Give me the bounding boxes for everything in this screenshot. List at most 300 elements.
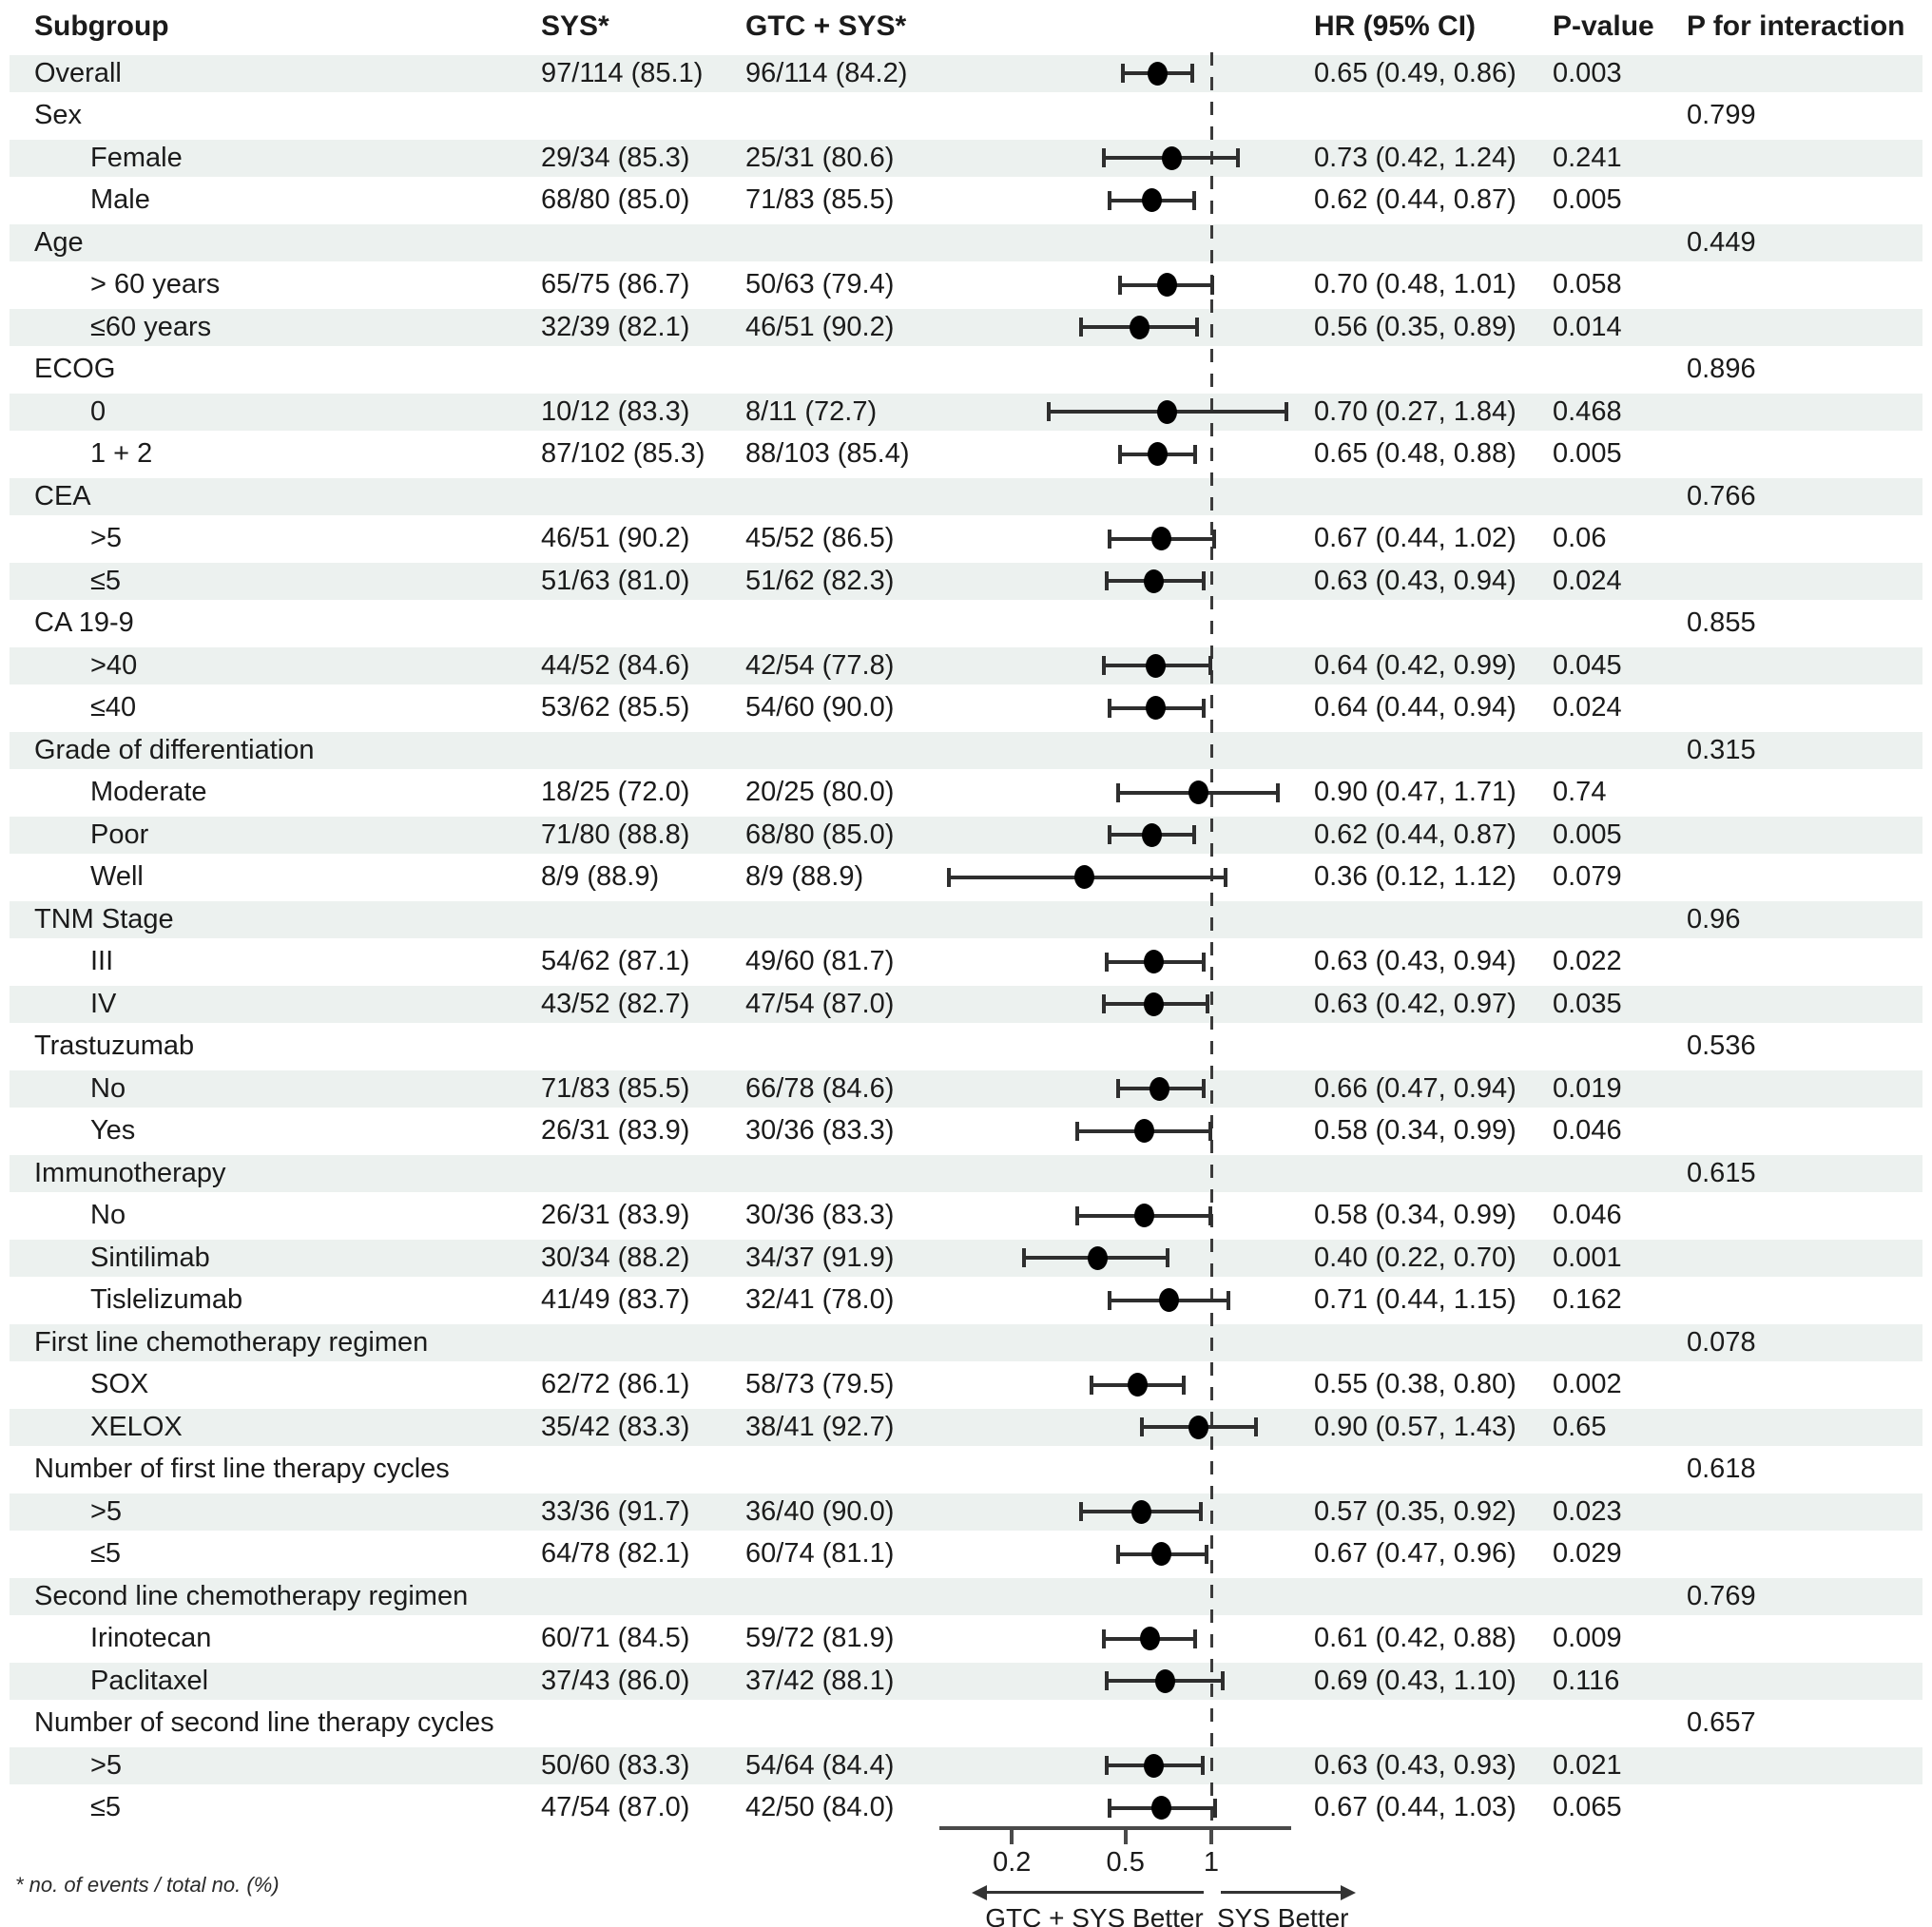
sys-value: 32/39 (82.1) xyxy=(541,311,690,342)
subgroup-label: Paclitaxel xyxy=(90,1665,209,1696)
table-row xyxy=(0,1068,1932,1110)
p-interaction-value: 0.449 xyxy=(1687,226,1756,258)
p-value: 0.009 xyxy=(1553,1623,1622,1654)
arrow-left-label: GTC + SYS Better xyxy=(985,1903,1204,1927)
subgroup-label: Age xyxy=(34,226,84,258)
subgroup-cell xyxy=(0,1364,541,1407)
hr-ci-value: 0.90 (0.57, 1.43) xyxy=(1314,1411,1517,1442)
p-value: 0.005 xyxy=(1553,438,1622,470)
plot-cell xyxy=(941,434,1306,476)
subgroup-label: ≤5 xyxy=(90,1538,122,1570)
hr-ci-value xyxy=(1306,349,1545,392)
hr-ci-value: 0.57 (0.35, 0.92) xyxy=(1314,1495,1517,1527)
hr-ci-value: 0.67 (0.44, 1.03) xyxy=(1314,1792,1517,1823)
sys-value: 8/9 (88.9) xyxy=(541,861,660,893)
p-interaction-value xyxy=(1679,1068,1932,1110)
gtc-sys-value xyxy=(745,95,941,138)
p-value: 0.065 xyxy=(1553,1792,1622,1823)
table-row xyxy=(0,1110,1932,1153)
p-interaction-value: 0.766 xyxy=(1687,480,1756,511)
subgroup-label: Trastuzumab xyxy=(34,1031,195,1062)
gtc-sys-value xyxy=(745,729,941,772)
p-value: 0.022 xyxy=(1553,946,1622,977)
plot-cell xyxy=(941,137,1306,180)
gtc-sys-value xyxy=(745,1152,941,1195)
gtc-sys-value: 8/11 (72.7) xyxy=(745,395,878,427)
p-interaction-value: 0.315 xyxy=(1687,734,1756,765)
gtc-sys-value: 59/72 (81.9) xyxy=(745,1623,895,1654)
plot-cell xyxy=(941,603,1306,646)
subgroup-label: CEA xyxy=(34,480,91,511)
plot-cell xyxy=(941,983,1306,1026)
table-row xyxy=(0,1660,1932,1703)
p-value: 0.241 xyxy=(1553,142,1622,173)
table-row xyxy=(0,434,1932,476)
p-interaction-value xyxy=(1679,1406,1932,1449)
p-value: 0.116 xyxy=(1553,1665,1620,1696)
p-interaction-value xyxy=(1679,1618,1932,1661)
gtc-sys-value: 38/41 (92.7) xyxy=(745,1411,895,1442)
header-sys: SYS* xyxy=(541,10,609,42)
table-row xyxy=(0,1237,1932,1280)
table-row xyxy=(0,1491,1932,1533)
subgroup-cell xyxy=(0,772,541,815)
plot-cell xyxy=(941,1110,1306,1153)
arrow-left-head xyxy=(972,1885,987,1900)
subgroup-label: Male xyxy=(90,184,150,216)
p-value: 0.74 xyxy=(1553,777,1607,808)
plot-cell xyxy=(941,180,1306,222)
subgroup-label: Grade of differentiation xyxy=(34,734,315,765)
sys-value: 60/71 (84.5) xyxy=(541,1623,690,1654)
plot-cell xyxy=(941,1026,1306,1069)
gtc-sys-value: 49/60 (81.7) xyxy=(745,946,895,977)
p-interaction-value: 0.618 xyxy=(1687,1454,1756,1485)
gtc-sys-value: 54/64 (84.4) xyxy=(745,1749,895,1781)
subgroup-cell xyxy=(0,1152,541,1195)
p-value: 0.019 xyxy=(1553,1072,1622,1104)
plot-cell xyxy=(941,349,1306,392)
gtc-sys-value xyxy=(745,603,941,646)
hr-ci-value: 0.63 (0.43, 0.94) xyxy=(1314,565,1517,596)
sys-value xyxy=(541,222,745,264)
subgroup-cell xyxy=(0,1280,541,1322)
gtc-sys-value xyxy=(745,475,941,518)
p-value: 0.046 xyxy=(1553,1200,1622,1231)
hr-ci-value: 0.56 (0.35, 0.89) xyxy=(1314,311,1517,342)
subgroup-label: Tislelizumab xyxy=(90,1284,243,1316)
subgroup-cell xyxy=(0,1575,541,1618)
p-interaction-value xyxy=(1679,983,1932,1026)
sys-value: 62/72 (86.1) xyxy=(541,1369,690,1400)
sys-value xyxy=(541,1026,745,1069)
plot-cell xyxy=(941,306,1306,349)
sys-value: 26/31 (83.9) xyxy=(541,1115,690,1147)
table-body xyxy=(0,52,1932,1829)
sys-value: 18/25 (72.0) xyxy=(541,777,690,808)
subgroup-cell xyxy=(0,1787,541,1830)
subgroup-cell xyxy=(0,560,541,603)
header-subgroup: Subgroup xyxy=(34,10,169,42)
plot-cell xyxy=(941,518,1306,561)
plot-cell xyxy=(941,52,1306,95)
table-row xyxy=(0,1280,1932,1322)
subgroup-cell xyxy=(0,137,541,180)
gtc-sys-value: 60/74 (81.1) xyxy=(745,1538,895,1570)
p-value xyxy=(1545,222,1679,264)
p-interaction-value xyxy=(1679,391,1932,434)
table-header xyxy=(0,0,1932,52)
sys-value: 41/49 (83.7) xyxy=(541,1284,690,1316)
table-row xyxy=(0,983,1932,1026)
p-interaction-value: 0.896 xyxy=(1687,354,1756,385)
plot-cell xyxy=(941,687,1306,730)
subgroup-cell xyxy=(0,391,541,434)
subgroup-cell xyxy=(0,941,541,984)
gtc-sys-value: 8/9 (88.9) xyxy=(745,861,864,893)
hr-ci-value: 0.70 (0.48, 1.01) xyxy=(1314,269,1517,300)
subgroup-label: 1 + 2 xyxy=(90,438,153,470)
plot-cell xyxy=(941,1152,1306,1195)
sys-value: 50/60 (83.3) xyxy=(541,1749,690,1781)
subgroup-cell xyxy=(0,180,541,222)
subgroup-label: No xyxy=(90,1072,126,1104)
p-interaction-value xyxy=(1679,645,1932,687)
subgroup-cell xyxy=(0,264,541,307)
subgroup-label: ≤40 xyxy=(90,692,137,723)
sys-value xyxy=(541,729,745,772)
subgroup-label: III xyxy=(90,946,114,977)
hr-ci-value xyxy=(1306,1449,1545,1492)
table-row xyxy=(0,264,1932,307)
subgroup-label: Moderate xyxy=(90,777,207,808)
sys-value: 26/31 (83.9) xyxy=(541,1200,690,1231)
p-value xyxy=(1545,1152,1679,1195)
subgroup-cell xyxy=(0,857,541,899)
sys-value xyxy=(541,898,745,941)
plot-cell xyxy=(941,1703,1306,1745)
subgroup-cell xyxy=(0,1321,541,1364)
table-row xyxy=(0,772,1932,815)
sys-value xyxy=(541,603,745,646)
hr-ci-value xyxy=(1306,222,1545,264)
table-row xyxy=(0,1321,1932,1364)
p-value xyxy=(1545,1575,1679,1618)
subgroup-cell xyxy=(0,1449,541,1492)
subgroup-cell xyxy=(0,1491,541,1533)
hr-ci-value: 0.73 (0.42, 1.24) xyxy=(1314,142,1517,173)
p-interaction-value xyxy=(1679,1364,1932,1407)
header-p-interaction: P for interaction xyxy=(1687,10,1905,42)
plot-cell xyxy=(941,1744,1306,1787)
table-row xyxy=(0,729,1932,772)
sys-value: 65/75 (86.7) xyxy=(541,269,690,300)
subgroup-cell xyxy=(0,898,541,941)
hr-ci-value: 0.58 (0.34, 0.99) xyxy=(1314,1200,1517,1231)
hr-ci-value: 0.70 (0.27, 1.84) xyxy=(1314,395,1517,427)
table-row xyxy=(0,1703,1932,1745)
subgroup-cell xyxy=(0,729,541,772)
p-value xyxy=(1545,1026,1679,1069)
p-interaction-value: 0.078 xyxy=(1687,1326,1756,1358)
hr-ci-value xyxy=(1306,729,1545,772)
sys-value: 10/12 (83.3) xyxy=(541,395,690,427)
p-value xyxy=(1545,1321,1679,1364)
table-row xyxy=(0,560,1932,603)
gtc-sys-value: 47/54 (87.0) xyxy=(745,988,895,1019)
subgroup-cell xyxy=(0,475,541,518)
hr-ci-value: 0.67 (0.44, 1.02) xyxy=(1314,523,1517,554)
p-value: 0.079 xyxy=(1553,861,1622,893)
subgroup-cell xyxy=(0,983,541,1026)
subgroup-label: ≤5 xyxy=(90,1792,122,1823)
subgroup-cell xyxy=(0,95,541,138)
gtc-sys-value: 20/25 (80.0) xyxy=(745,777,895,808)
hr-ci-value xyxy=(1306,1152,1545,1195)
table-row xyxy=(0,52,1932,95)
subgroup-label: Number of first line therapy cycles xyxy=(34,1454,450,1485)
p-interaction-value xyxy=(1679,772,1932,815)
table-row xyxy=(0,645,1932,687)
table-row xyxy=(0,687,1932,730)
subgroup-cell xyxy=(0,1110,541,1153)
hr-ci-value: 0.58 (0.34, 0.99) xyxy=(1314,1115,1517,1147)
table-row xyxy=(0,1575,1932,1618)
p-interaction-value xyxy=(1679,1237,1932,1280)
subgroup-cell xyxy=(0,603,541,646)
p-value: 0.002 xyxy=(1553,1369,1622,1400)
plot-cell xyxy=(941,729,1306,772)
table-row xyxy=(0,1618,1932,1661)
p-value: 0.046 xyxy=(1553,1115,1622,1147)
p-value xyxy=(1545,95,1679,138)
arrow-right-line xyxy=(1221,1891,1341,1894)
subgroup-label: First line chemotherapy regimen xyxy=(34,1326,429,1358)
hr-ci-value: 0.65 (0.48, 0.88) xyxy=(1314,438,1517,470)
gtc-sys-value: 30/36 (83.3) xyxy=(745,1200,895,1231)
p-value xyxy=(1545,729,1679,772)
subgroup-label: >40 xyxy=(90,649,138,681)
subgroup-cell xyxy=(0,222,541,264)
sys-value: 68/80 (85.0) xyxy=(541,184,690,216)
gtc-sys-value: 66/78 (84.6) xyxy=(745,1072,895,1104)
sys-value: 71/80 (88.8) xyxy=(541,819,690,850)
p-interaction-value xyxy=(1679,857,1932,899)
subgroup-label: Overall xyxy=(34,57,122,88)
subgroup-cell xyxy=(0,434,541,476)
plot-cell xyxy=(941,1321,1306,1364)
plot-cell xyxy=(941,222,1306,264)
table-row xyxy=(0,391,1932,434)
p-value: 0.162 xyxy=(1553,1284,1622,1316)
gtc-sys-value: 37/42 (88.1) xyxy=(745,1665,895,1696)
subgroup-cell xyxy=(0,1237,541,1280)
plot-cell xyxy=(941,941,1306,984)
hr-ci-value xyxy=(1306,1575,1545,1618)
subgroup-label: Sintilimab xyxy=(90,1242,210,1273)
plot-cell xyxy=(941,1660,1306,1703)
hr-ci-value: 0.65 (0.49, 0.86) xyxy=(1314,57,1517,88)
p-value: 0.024 xyxy=(1553,692,1622,723)
gtc-sys-value: 54/60 (90.0) xyxy=(745,692,895,723)
gtc-sys-value: 45/52 (86.5) xyxy=(745,523,895,554)
gtc-sys-value: 36/40 (90.0) xyxy=(745,1495,895,1527)
p-interaction-value xyxy=(1679,180,1932,222)
p-interaction-value xyxy=(1679,1195,1932,1238)
hr-ci-value xyxy=(1306,603,1545,646)
table-row xyxy=(0,306,1932,349)
sys-value xyxy=(541,1703,745,1745)
header-p-value: P-value xyxy=(1553,10,1654,42)
p-interaction-value xyxy=(1679,52,1932,95)
p-value: 0.06 xyxy=(1553,523,1607,554)
hr-ci-value: 0.62 (0.44, 0.87) xyxy=(1314,184,1517,216)
plot-cell xyxy=(941,1533,1306,1576)
subgroup-label: IV xyxy=(90,988,117,1019)
subgroup-label: > 60 years xyxy=(90,269,221,300)
subgroup-cell xyxy=(0,518,541,561)
subgroup-label: Yes xyxy=(90,1115,136,1147)
p-value xyxy=(1545,898,1679,941)
sys-value xyxy=(541,95,745,138)
table-row xyxy=(0,95,1932,138)
gtc-sys-value xyxy=(745,1026,941,1069)
plot-cell xyxy=(941,1364,1306,1407)
subgroup-label: >5 xyxy=(90,1495,123,1527)
table-row xyxy=(0,1406,1932,1449)
p-interaction-value xyxy=(1679,137,1932,180)
plot-cell xyxy=(941,560,1306,603)
subgroup-label: TNM Stage xyxy=(34,903,174,935)
subgroup-label: No xyxy=(90,1200,126,1231)
p-interaction-value: 0.799 xyxy=(1687,100,1756,131)
hr-ci-value: 0.90 (0.47, 1.71) xyxy=(1314,777,1517,808)
gtc-sys-value xyxy=(745,222,941,264)
table-row xyxy=(0,814,1932,857)
table-row xyxy=(0,603,1932,646)
subgroup-cell xyxy=(0,349,541,392)
plot-cell xyxy=(941,95,1306,138)
sys-value xyxy=(541,349,745,392)
sys-value: 54/62 (87.1) xyxy=(541,946,690,977)
hr-ci-value: 0.64 (0.44, 0.94) xyxy=(1314,692,1517,723)
gtc-sys-value: 32/41 (78.0) xyxy=(745,1284,895,1316)
plot-cell xyxy=(941,645,1306,687)
subgroup-label: CA 19-9 xyxy=(34,607,134,639)
gtc-sys-value: 58/73 (79.5) xyxy=(745,1369,895,1400)
gtc-sys-value: 96/114 (84.2) xyxy=(745,57,908,88)
sys-value: 64/78 (82.1) xyxy=(541,1538,690,1570)
table-row xyxy=(0,518,1932,561)
sys-value xyxy=(541,1449,745,1492)
hr-ci-value: 0.36 (0.12, 1.12) xyxy=(1314,861,1517,893)
plot-cell xyxy=(941,264,1306,307)
hr-ci-value xyxy=(1306,95,1545,138)
plot-cell xyxy=(941,814,1306,857)
p-interaction-value: 0.769 xyxy=(1687,1580,1756,1611)
sys-value: 44/52 (84.6) xyxy=(541,649,690,681)
x-axis-tick-label: 1 xyxy=(1203,1847,1220,1878)
table-row xyxy=(0,1364,1932,1407)
p-interaction-value xyxy=(1679,1787,1932,1830)
subgroup-cell xyxy=(0,1744,541,1787)
p-interaction-value: 0.615 xyxy=(1687,1157,1756,1188)
p-interaction-value xyxy=(1679,1491,1932,1533)
table-row xyxy=(0,1744,1932,1787)
subgroup-label: Poor xyxy=(90,819,149,850)
arrow-right-label: SYS Better xyxy=(1217,1903,1349,1927)
subgroup-cell xyxy=(0,1703,541,1745)
table-row xyxy=(0,857,1932,899)
gtc-sys-value: 25/31 (80.6) xyxy=(745,142,895,173)
p-interaction-value xyxy=(1679,518,1932,561)
hr-ci-value: 0.69 (0.43, 1.10) xyxy=(1314,1665,1517,1696)
subgroup-label: Second line chemotherapy regimen xyxy=(34,1580,469,1611)
sys-value: 87/102 (85.3) xyxy=(541,438,705,470)
p-value: 0.014 xyxy=(1553,311,1622,342)
p-interaction-value xyxy=(1679,814,1932,857)
hr-ci-value: 0.67 (0.47, 0.96) xyxy=(1314,1538,1517,1570)
p-interaction-value xyxy=(1679,941,1932,984)
gtc-sys-value xyxy=(745,1449,941,1492)
plot-cell xyxy=(941,1491,1306,1533)
gtc-sys-value: 34/37 (91.9) xyxy=(745,1242,895,1273)
p-interaction-value xyxy=(1679,1110,1932,1153)
subgroup-cell xyxy=(0,645,541,687)
p-value: 0.023 xyxy=(1553,1495,1622,1527)
header-hr-ci: HR (95% CI) xyxy=(1314,10,1477,42)
plot-cell xyxy=(941,1406,1306,1449)
header-gtc-sys: GTC + SYS* xyxy=(745,10,907,42)
p-value xyxy=(1545,349,1679,392)
p-value: 0.045 xyxy=(1553,649,1622,681)
p-interaction-value xyxy=(1679,1744,1932,1787)
hr-ci-value xyxy=(1306,1703,1545,1745)
subgroup-label: ≤5 xyxy=(90,565,122,596)
footnote: * no. of events / total no. (%) xyxy=(15,1873,280,1897)
sys-value: 47/54 (87.0) xyxy=(541,1792,690,1823)
p-value: 0.003 xyxy=(1553,57,1622,88)
table-row xyxy=(0,898,1932,941)
subgroup-cell xyxy=(0,306,541,349)
p-interaction-value: 0.657 xyxy=(1687,1707,1756,1739)
table-row xyxy=(0,1195,1932,1238)
p-interaction-value: 0.855 xyxy=(1687,607,1756,639)
gtc-sys-value: 30/36 (83.3) xyxy=(745,1115,895,1147)
subgroup-label: SOX xyxy=(90,1369,149,1400)
sys-value xyxy=(541,475,745,518)
table-row xyxy=(0,349,1932,392)
hr-ci-value: 0.66 (0.47, 0.94) xyxy=(1314,1072,1517,1104)
table-row xyxy=(0,475,1932,518)
p-value: 0.029 xyxy=(1553,1538,1622,1570)
sys-value xyxy=(541,1575,745,1618)
hr-ci-value: 0.40 (0.22, 0.70) xyxy=(1314,1242,1517,1273)
hr-ci-value xyxy=(1306,1321,1545,1364)
plot-cell xyxy=(941,1237,1306,1280)
table-row xyxy=(0,180,1932,222)
hr-ci-value: 0.63 (0.43, 0.94) xyxy=(1314,946,1517,977)
sys-value: 37/43 (86.0) xyxy=(541,1665,690,1696)
subgroup-cell xyxy=(0,52,541,95)
table-row xyxy=(0,1787,1932,1830)
gtc-sys-value: 71/83 (85.5) xyxy=(745,184,895,216)
x-axis-tick-label: 0.2 xyxy=(993,1847,1032,1878)
subgroup-label: Number of second line therapy cycles xyxy=(34,1707,494,1739)
table-row xyxy=(0,1449,1932,1492)
plot-cell xyxy=(941,475,1306,518)
subgroup-label: ECOG xyxy=(34,354,116,385)
